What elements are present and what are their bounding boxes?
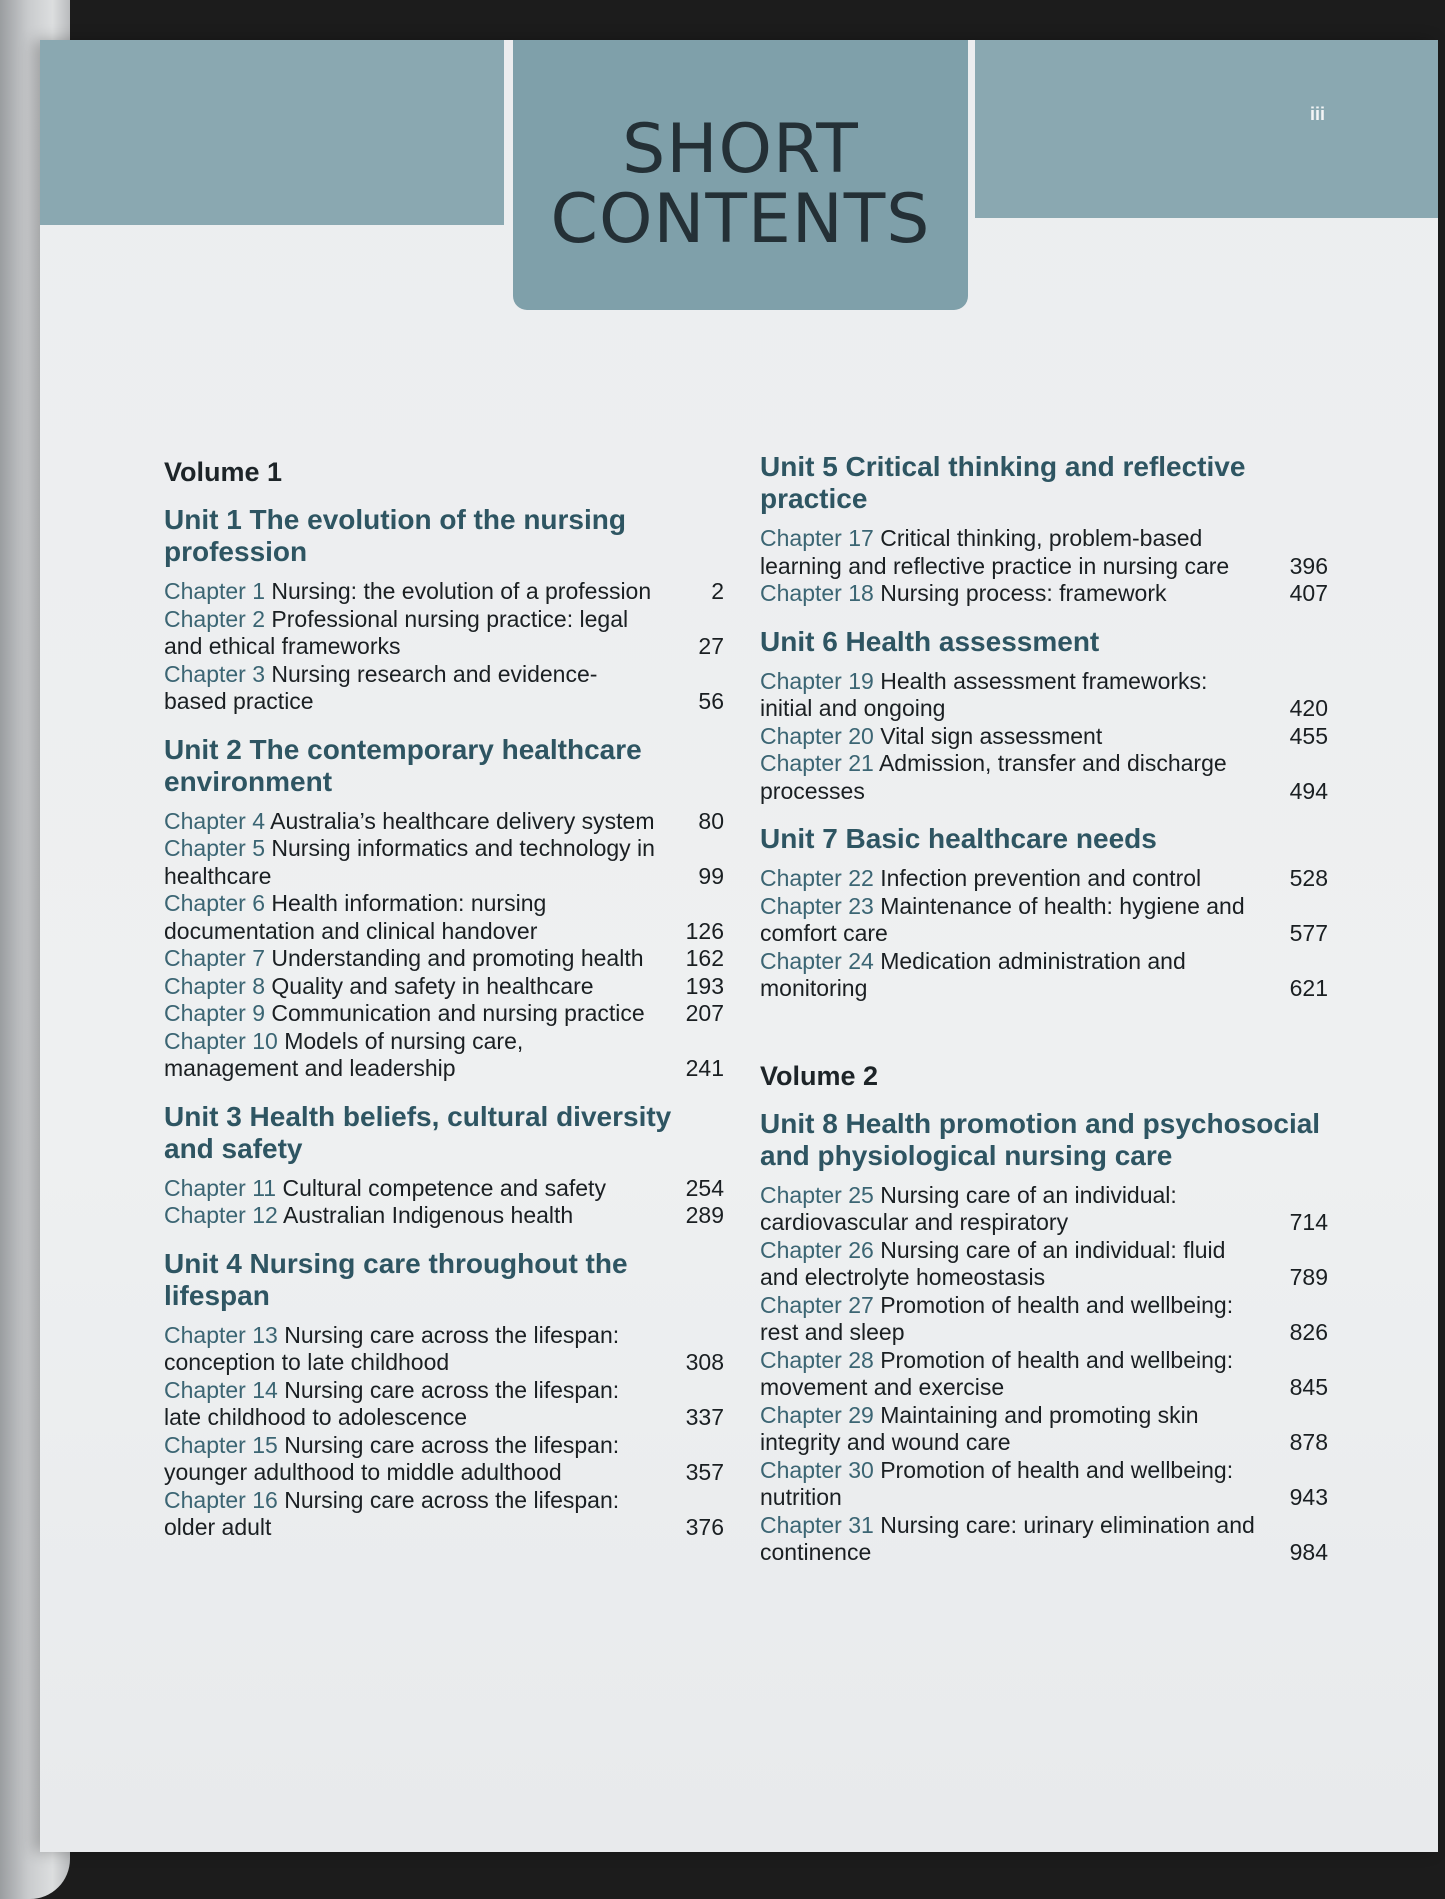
chapter-number: Chapter 31	[760, 1511, 874, 1538]
chapter-list	[760, 1182, 1328, 1567]
chapter-title: Maintenance of health: hygiene and comfort care	[760, 892, 1245, 946]
volume-heading: Volume 2	[760, 1060, 879, 1091]
chapter-title: Admission, transfer and discharge processes	[760, 750, 1227, 804]
chapter-page-number: 528	[1289, 865, 1328, 891]
chapter-number: Chapter 27	[760, 1291, 874, 1318]
chapter-title: Nursing research and evidence-based practice	[164, 660, 598, 714]
chapter-text	[760, 948, 1282, 1003]
chapter-entry	[164, 973, 724, 1001]
chapter-page-number: 2	[711, 578, 724, 604]
chapter-page-number: 357	[685, 1459, 724, 1485]
chapter-entry	[760, 668, 1328, 723]
chapter-number: Chapter 29	[760, 1401, 874, 1428]
chapter-title: Promotion of health and wellbeing: movement and exercise	[760, 1346, 1234, 1400]
chapter-text	[760, 1237, 1282, 1292]
chapter-list	[760, 525, 1328, 608]
chapter-number: Chapter 18	[760, 580, 874, 606]
chapter-number: Chapter 13	[164, 1321, 278, 1348]
chapter-text	[164, 835, 678, 890]
chapter-list	[164, 578, 724, 716]
chapter-number: Chapter 5	[164, 835, 266, 861]
chapter-entry	[760, 865, 1328, 893]
chapter-entry	[164, 1202, 724, 1230]
chapter-title: Nursing care across the lifespan: younger adulthood to middle adulthood	[164, 1431, 620, 1485]
chapter-title: Communication and nursing practice	[271, 1000, 645, 1026]
chapter-page-number: 826	[1289, 1319, 1328, 1345]
chapter-entry	[164, 835, 724, 890]
unit-list	[164, 504, 724, 1542]
chapter-page-number: 714	[1289, 1209, 1328, 1235]
chapter-number: Chapter 22	[760, 865, 874, 891]
chapter-list	[164, 1322, 724, 1542]
chapter-title: Critical thinking, problem-based learning and reflective practice in nursing care	[760, 525, 1230, 579]
chapter-entry	[164, 578, 724, 606]
chapter-number: Chapter 17	[760, 525, 874, 551]
chapter-page-number: 99	[698, 862, 724, 889]
chapter-entry	[164, 1487, 724, 1542]
chapter-number: Chapter 4	[164, 807, 266, 834]
chapter-list	[760, 865, 1328, 1003]
chapter-title: Medication administration and monitoring	[760, 947, 1186, 1001]
chapter-entry	[760, 1347, 1328, 1402]
chapter-page-number: 420	[1289, 695, 1328, 721]
chapter-text	[164, 661, 678, 716]
chapter-number: Chapter 19	[760, 667, 874, 694]
chapter-text	[164, 1202, 678, 1230]
chapter-text	[164, 1028, 678, 1083]
chapter-text	[760, 893, 1282, 948]
chapter-list	[164, 1175, 724, 1230]
volume-heading: Volume 1	[164, 457, 283, 487]
chapter-page-number: 241	[685, 1055, 724, 1081]
title-tab	[513, 40, 968, 310]
chapter-page-number: 56	[698, 688, 724, 714]
unit-heading: Unit 4 Nursing care throughout the lifespan	[164, 1247, 628, 1311]
chapter-number: Chapter 15	[164, 1431, 278, 1458]
chapter-entry	[164, 1322, 724, 1377]
chapter-title: Understanding and promoting health	[271, 945, 644, 971]
chapter-text	[760, 668, 1282, 723]
chapter-entry	[760, 750, 1328, 805]
chapter-text	[164, 890, 678, 945]
chapter-page-number: 337	[685, 1404, 724, 1430]
chapter-page-number: 455	[1289, 722, 1328, 749]
chapter-entry	[760, 893, 1328, 948]
chapter-entry	[164, 1000, 724, 1028]
chapter-text	[760, 723, 1282, 751]
chapter-page-number: 494	[1289, 777, 1328, 804]
chapter-number: Chapter 9	[164, 1000, 266, 1026]
chapter-title: Promotion of health and wellbeing: nutrition	[760, 1456, 1234, 1510]
chapter-entry	[760, 580, 1328, 608]
unit-heading: Unit 5 Critical thinking and reflective practice	[760, 451, 1246, 514]
chapter-page-number: 789	[1289, 1264, 1328, 1290]
contents-page	[40, 40, 1438, 1852]
chapter-page-number: 845	[1289, 1374, 1328, 1400]
unit-list	[760, 1108, 1328, 1567]
chapter-text	[760, 865, 1282, 893]
chapter-number: Chapter 20	[760, 722, 874, 749]
chapter-number: Chapter 14	[164, 1376, 278, 1403]
chapter-number: Chapter 1	[164, 578, 266, 604]
chapter-title: Nursing care: urinary elimination and continence	[760, 1511, 1255, 1565]
chapter-entry	[760, 1457, 1328, 1512]
chapter-text	[164, 1000, 678, 1028]
chapter-page-number: 27	[698, 633, 724, 659]
chapter-title: Infection prevention and control	[880, 865, 1202, 891]
unit-list	[760, 451, 1328, 1003]
chapter-entry	[760, 1237, 1328, 1292]
chapter-list	[760, 668, 1328, 806]
unit-heading: Unit 8 Health promotion and psychosocial and physiological nursing care	[760, 1107, 1321, 1171]
chapter-number: Chapter 25	[760, 1181, 874, 1208]
chapter-text	[760, 1182, 1282, 1237]
chapter-title: Australia’s healthcare delivery system	[270, 807, 655, 834]
chapter-number: Chapter 3	[164, 660, 266, 687]
chapter-entry	[760, 948, 1328, 1003]
chapter-entry	[164, 945, 724, 973]
chapter-text	[760, 1347, 1282, 1402]
chapter-text	[164, 1377, 678, 1432]
chapter-text	[164, 1175, 678, 1203]
chapter-text	[164, 808, 678, 836]
chapter-number: Chapter 24	[760, 947, 874, 974]
chapter-entry	[760, 1402, 1328, 1457]
chapter-page-number: 126	[685, 917, 724, 944]
chapter-text	[164, 945, 678, 973]
chapter-page-number: 308	[685, 1349, 724, 1375]
chapter-text	[164, 973, 678, 1001]
chapter-list	[164, 808, 724, 1083]
unit-heading: Unit 7 Basic healthcare needs	[760, 823, 1157, 854]
chapter-entry	[164, 1377, 724, 1432]
chapter-title: Quality and safety in healthcare	[271, 972, 594, 999]
contents-column-left	[164, 455, 724, 1560]
unit-heading: Unit 1 The evolution of the nursing profession	[164, 504, 626, 567]
chapter-title: Australian Indigenous health	[282, 1202, 574, 1228]
chapter-page-number: 577	[1289, 920, 1328, 946]
page-title-line2: CONTENTS	[550, 180, 931, 259]
chapter-entry	[164, 606, 724, 661]
chapter-text	[164, 606, 678, 661]
unit-heading: Unit 3 Health beliefs, cultural diversity and safety	[164, 1100, 672, 1164]
chapter-entry	[164, 808, 724, 836]
chapter-text	[760, 1402, 1282, 1457]
chapter-number: Chapter 7	[164, 945, 266, 971]
chapter-title: Nursing: the evolution of a profession	[271, 578, 652, 604]
chapter-page-number: 207	[685, 1000, 724, 1026]
chapter-page-number: 878	[1289, 1429, 1328, 1455]
chapter-number: Chapter 23	[760, 892, 874, 919]
chapter-number: Chapter 30	[760, 1456, 874, 1483]
chapter-number: Chapter 11	[164, 1174, 277, 1201]
chapter-entry	[164, 1175, 724, 1203]
chapter-number: Chapter 16	[164, 1486, 278, 1513]
chapter-text	[760, 525, 1282, 580]
chapter-entry	[760, 525, 1328, 580]
chapter-number: Chapter 10	[164, 1027, 278, 1054]
chapter-text	[164, 1322, 678, 1377]
chapter-title: Nursing informatics and technology in healthcare	[164, 835, 655, 889]
chapter-page-number: 289	[685, 1202, 724, 1228]
contents-column-right	[760, 451, 1328, 1585]
chapter-number: Chapter 6	[164, 890, 266, 916]
chapter-entry	[760, 1512, 1328, 1567]
chapter-number: Chapter 26	[760, 1236, 874, 1263]
header-band-right	[975, 40, 1438, 218]
chapter-text	[760, 1457, 1282, 1512]
chapter-number: Chapter 28	[760, 1346, 874, 1373]
header-band-left	[40, 40, 504, 225]
chapter-title: Maintaining and promoting skin integrity and wound care	[760, 1401, 1199, 1455]
chapter-number: Chapter 8	[164, 972, 266, 999]
chapter-number: Chapter 2	[164, 605, 266, 632]
chapter-page-number: 162	[685, 945, 724, 971]
chapter-entry	[760, 723, 1328, 751]
unit-heading: Unit 2 The contemporary healthcare environment	[164, 733, 642, 797]
chapter-title: Nursing care across the lifespan: conception to late childhood	[164, 1321, 620, 1375]
chapter-entry	[760, 1182, 1328, 1237]
chapter-text	[760, 750, 1282, 805]
unit-heading: Unit 6 Health assessment	[760, 625, 1100, 657]
chapter-entry	[164, 1432, 724, 1487]
chapter-text	[760, 1292, 1282, 1347]
chapter-text	[164, 578, 678, 606]
chapter-title: Models of nursing care, management and leadership	[164, 1027, 524, 1081]
chapter-text	[760, 1512, 1282, 1567]
chapter-title: Nursing care of an individual: cardiovascular and respiratory	[760, 1181, 1177, 1235]
chapter-title: Health information: nursing documentation and clinical handover	[164, 890, 547, 944]
chapter-page-number: 407	[1289, 580, 1328, 606]
chapter-title: Promotion of health and wellbeing: rest and sleep	[760, 1291, 1234, 1345]
chapter-title: Vital sign assessment	[880, 722, 1103, 749]
chapter-page-number: 376	[685, 1514, 724, 1540]
chapter-entry	[164, 1028, 724, 1083]
page-title-line1: SHORT	[622, 110, 859, 189]
chapter-number: Chapter 12	[164, 1202, 278, 1228]
chapter-number: Chapter 21	[760, 750, 874, 776]
chapter-page-number: 984	[1289, 1539, 1328, 1565]
chapter-title: Cultural competence and safety	[282, 1174, 606, 1201]
chapter-title: Professional nursing practice: legal and ethical frameworks	[164, 605, 629, 659]
chapter-page-number: 943	[1289, 1484, 1328, 1510]
chapter-title: Nursing care across the lifespan: older adult	[164, 1486, 620, 1540]
chapter-text	[164, 1487, 678, 1542]
chapter-text	[760, 580, 1282, 608]
chapter-title: Nursing care of an individual: fluid and electrolyte homeostasis	[760, 1236, 1226, 1290]
chapter-title: Nursing care across the lifespan: late childhood to adolescence	[164, 1376, 620, 1430]
chapter-page-number: 254	[685, 1174, 724, 1201]
chapter-page-number: 80	[698, 807, 724, 834]
chapter-entry	[164, 890, 724, 945]
chapter-page-number: 621	[1289, 975, 1328, 1001]
page-number: iii	[1310, 104, 1326, 124]
chapter-entry	[760, 1292, 1328, 1347]
chapter-entry	[164, 661, 724, 716]
chapter-text	[164, 1432, 678, 1487]
chapter-page-number: 193	[685, 972, 724, 999]
chapter-title: Nursing process: framework	[880, 580, 1167, 606]
chapter-page-number: 396	[1289, 552, 1328, 579]
chapter-title: Health assessment frameworks: initial and ongoing	[760, 667, 1208, 721]
